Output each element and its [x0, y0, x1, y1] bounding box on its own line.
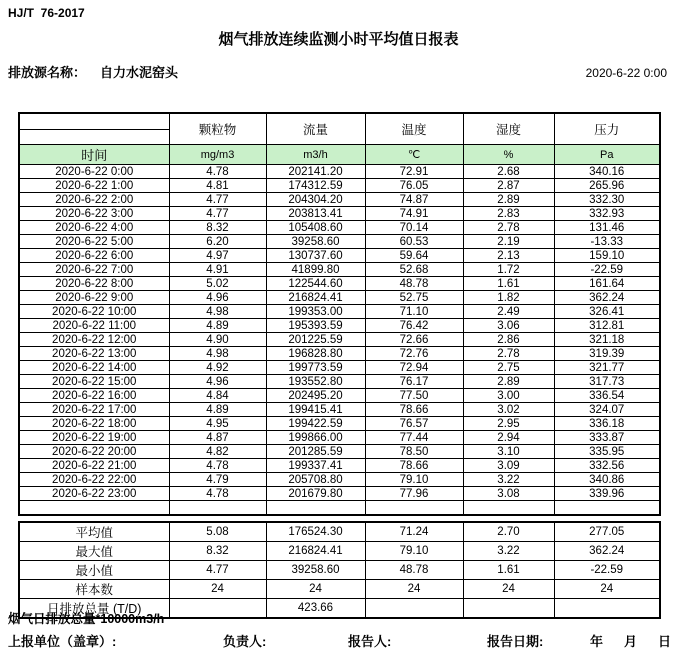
value-cell: 4.79 — [169, 473, 266, 487]
value-cell: 74.87 — [365, 193, 463, 207]
value-cell: 4.96 — [169, 291, 266, 305]
summary-value-cell: 176524.30 — [266, 522, 365, 542]
value-cell: 333.87 — [554, 431, 660, 445]
table-row — [19, 235, 660, 249]
value-cell: 1.72 — [463, 263, 554, 277]
summary-value-cell: 5.08 — [169, 522, 266, 542]
value-cell: 1.82 — [463, 291, 554, 305]
time-cell: 2020-6-22 23:00 — [19, 487, 169, 501]
value-cell: 332.30 — [554, 193, 660, 207]
time-cell: 2020-6-22 15:00 — [19, 375, 169, 389]
column-header-humidity: 湿度 — [463, 113, 554, 145]
day-label: 日 — [658, 634, 672, 649]
value-cell: 3.10 — [463, 445, 554, 459]
value-cell: 39258.60 — [266, 235, 365, 249]
unit-temperature: ℃ — [365, 145, 463, 165]
value-cell: 3.00 — [463, 389, 554, 403]
summary-value-cell: 24 — [169, 580, 266, 599]
header-empty-top-cell — [19, 113, 169, 130]
summary-value-cell — [169, 599, 266, 619]
unit-flow: m3/h — [266, 145, 365, 165]
main-table-body — [19, 165, 660, 516]
value-cell: 199353.00 — [266, 305, 365, 319]
value-cell: 76.57 — [365, 417, 463, 431]
time-cell: 2020-6-22 2:00 — [19, 193, 169, 207]
month-label: 月 — [624, 634, 638, 649]
value-cell: 4.89 — [169, 403, 266, 417]
value-cell: 202141.20 — [266, 165, 365, 179]
column-header-flow: 流量 — [266, 113, 365, 145]
summary-label-cell: 最大值 — [19, 542, 169, 561]
value-cell: 48.78 — [365, 277, 463, 291]
table-row — [19, 403, 660, 417]
value-cell: 71.10 — [365, 305, 463, 319]
value-cell: 4.87 — [169, 431, 266, 445]
empty-cell — [19, 501, 169, 516]
value-cell: 4.77 — [169, 193, 266, 207]
value-cell: 174312.59 — [266, 179, 365, 193]
summary-value-cell: 24 — [463, 580, 554, 599]
time-cell: 2020-6-22 7:00 — [19, 263, 169, 277]
value-cell: 199773.59 — [266, 361, 365, 375]
flow-unit-note: 烟气日排放总量*10000m3/h — [8, 612, 165, 626]
value-cell: 2.13 — [463, 249, 554, 263]
summary-value-cell: 423.66 — [266, 599, 365, 619]
empty-cell — [463, 501, 554, 516]
table-row — [19, 263, 660, 277]
time-cell: 2020-6-22 4:00 — [19, 221, 169, 235]
value-cell: 6.20 — [169, 235, 266, 249]
source-name-value: 自力水泥窑头 — [100, 65, 179, 80]
summary-label-cell: 平均值 — [19, 522, 169, 542]
value-cell: 74.91 — [365, 207, 463, 221]
value-cell: 4.98 — [169, 305, 266, 319]
time-cell: 2020-6-22 1:00 — [19, 179, 169, 193]
summary-value-cell: 24 — [554, 580, 660, 599]
value-cell: 196828.80 — [266, 347, 365, 361]
summary-row — [19, 542, 660, 561]
value-cell: 265.96 — [554, 179, 660, 193]
value-cell: 201679.80 — [266, 487, 365, 501]
table-row — [19, 179, 660, 193]
value-cell: 335.95 — [554, 445, 660, 459]
value-cell: -22.59 — [554, 263, 660, 277]
value-cell: 199415.41 — [266, 403, 365, 417]
summary-value-cell — [463, 599, 554, 619]
table-row — [19, 487, 660, 501]
signature-row — [0, 631, 677, 649]
subheader — [8, 62, 667, 81]
time-cell: 2020-6-22 6:00 — [19, 249, 169, 263]
value-cell: 159.10 — [554, 249, 660, 263]
value-cell: 2.95 — [463, 417, 554, 431]
value-cell: 79.10 — [365, 473, 463, 487]
value-cell: 2.68 — [463, 165, 554, 179]
value-cell: 324.07 — [554, 403, 660, 417]
value-cell: 8.32 — [169, 221, 266, 235]
time-cell: 2020-6-22 3:00 — [19, 207, 169, 221]
summary-label-cell: 最小值 — [19, 561, 169, 580]
time-cell: 2020-6-22 12:00 — [19, 333, 169, 347]
value-cell: 77.50 — [365, 389, 463, 403]
value-cell: 77.96 — [365, 487, 463, 501]
summary-table-body — [19, 522, 660, 618]
value-cell: 76.42 — [365, 319, 463, 333]
value-cell: 59.64 — [365, 249, 463, 263]
value-cell: 4.89 — [169, 319, 266, 333]
value-cell: 1.61 — [463, 277, 554, 291]
value-cell: 205708.80 — [266, 473, 365, 487]
units-row — [19, 145, 660, 165]
emission-source — [8, 62, 178, 81]
summary-value-cell: -22.59 — [554, 561, 660, 580]
value-cell: 202495.20 — [266, 389, 365, 403]
value-cell: 2.19 — [463, 235, 554, 249]
summary-value-cell: 1.61 — [463, 561, 554, 580]
report-tables — [18, 112, 661, 619]
time-cell: 2020-6-22 14:00 — [19, 361, 169, 375]
table-row — [19, 193, 660, 207]
value-cell: 52.68 — [365, 263, 463, 277]
empty-cell — [266, 501, 365, 516]
value-cell: 105408.60 — [266, 221, 365, 235]
summary-value-cell: 2.70 — [463, 522, 554, 542]
report-datetime: 2020-6-22 0:00 — [585, 66, 667, 80]
value-cell: 122544.60 — [266, 277, 365, 291]
table-row — [19, 347, 660, 361]
unit-pressure: Pa — [554, 145, 660, 165]
value-cell: 4.78 — [169, 487, 266, 501]
value-cell: 312.81 — [554, 319, 660, 333]
responsible-person-label: 负责人: — [223, 634, 267, 649]
table-row — [19, 305, 660, 319]
value-cell: 203813.41 — [266, 207, 365, 221]
summary-label-cell: 样本数 — [19, 580, 169, 599]
value-cell: 4.90 — [169, 333, 266, 347]
value-cell: 199337.41 — [266, 459, 365, 473]
value-cell: 4.96 — [169, 375, 266, 389]
summary-value-cell: 3.22 — [463, 542, 554, 561]
summary-row — [19, 580, 660, 599]
value-cell: 2.86 — [463, 333, 554, 347]
table-row — [19, 473, 660, 487]
time-cell: 2020-6-22 17:00 — [19, 403, 169, 417]
value-cell: 317.73 — [554, 375, 660, 389]
value-cell: 332.56 — [554, 459, 660, 473]
empty-cell — [554, 501, 660, 516]
value-cell: 72.66 — [365, 333, 463, 347]
value-cell: 72.91 — [365, 165, 463, 179]
summary-table — [18, 521, 661, 619]
value-cell: 4.81 — [169, 179, 266, 193]
source-name-label: 排放源名称： — [8, 65, 87, 80]
value-cell: 339.96 — [554, 487, 660, 501]
value-cell: 2.78 — [463, 347, 554, 361]
summary-value-cell: 79.10 — [365, 542, 463, 561]
report-title: 烟气排放连续监测小时平均值日报表 — [218, 31, 459, 48]
value-cell: 204304.20 — [266, 193, 365, 207]
value-cell: 2.83 — [463, 207, 554, 221]
summary-label-cell: 日排放总量 (T/D) — [19, 599, 169, 619]
summary-value-cell — [554, 599, 660, 619]
value-cell: 78.66 — [365, 403, 463, 417]
summary-value-cell: 216824.41 — [266, 542, 365, 561]
value-cell: 3.08 — [463, 487, 554, 501]
summary-value-cell: 39258.60 — [266, 561, 365, 580]
summary-value-cell: 4.77 — [169, 561, 266, 580]
value-cell: 2.89 — [463, 375, 554, 389]
main-table — [18, 112, 661, 516]
column-header-pressure: 压力 — [554, 113, 660, 145]
value-cell: 4.78 — [169, 165, 266, 179]
summary-value-cell: 48.78 — [365, 561, 463, 580]
time-cell: 2020-6-22 5:00 — [19, 235, 169, 249]
value-cell: 321.18 — [554, 333, 660, 347]
value-cell: 216824.41 — [266, 291, 365, 305]
table-row — [19, 333, 660, 347]
time-cell: 2020-6-22 16:00 — [19, 389, 169, 403]
table-row — [19, 221, 660, 235]
time-cell: 2020-6-22 19:00 — [19, 431, 169, 445]
reporter-label: 报告人: — [348, 634, 392, 649]
header-row-top — [19, 113, 660, 130]
value-cell: 199422.59 — [266, 417, 365, 431]
value-cell: 332.93 — [554, 207, 660, 221]
table-row — [19, 277, 660, 291]
value-cell: 72.94 — [365, 361, 463, 375]
value-cell: 326.41 — [554, 305, 660, 319]
table-row — [19, 361, 660, 375]
time-cell: 2020-6-22 13:00 — [19, 347, 169, 361]
time-column-header: 时间 — [19, 145, 169, 165]
value-cell: 336.54 — [554, 389, 660, 403]
value-cell: 72.76 — [365, 347, 463, 361]
value-cell: 76.05 — [365, 179, 463, 193]
value-cell: 4.77 — [169, 207, 266, 221]
table-row — [19, 417, 660, 431]
value-cell: 362.24 — [554, 291, 660, 305]
value-cell: 41899.80 — [266, 263, 365, 277]
time-cell: 2020-6-22 20:00 — [19, 445, 169, 459]
table-row — [19, 389, 660, 403]
value-cell: 77.44 — [365, 431, 463, 445]
value-cell: 52.75 — [365, 291, 463, 305]
value-cell: 193552.80 — [266, 375, 365, 389]
value-cell: 131.46 — [554, 221, 660, 235]
value-cell: 60.53 — [365, 235, 463, 249]
summary-value-cell: 24 — [365, 580, 463, 599]
summary-value-cell: 8.32 — [169, 542, 266, 561]
value-cell: 78.66 — [365, 459, 463, 473]
value-cell: 5.02 — [169, 277, 266, 291]
value-cell: 2.75 — [463, 361, 554, 375]
value-cell: 2.78 — [463, 221, 554, 235]
summary-value-cell: 24 — [266, 580, 365, 599]
value-cell: 195393.59 — [266, 319, 365, 333]
table-row — [19, 431, 660, 445]
unit-humidity: % — [463, 145, 554, 165]
time-cell: 2020-6-22 8:00 — [19, 277, 169, 291]
value-cell: 78.50 — [365, 445, 463, 459]
time-cell: 2020-6-22 10:00 — [19, 305, 169, 319]
table-row — [19, 375, 660, 389]
column-header-particulate: 颗粒物 — [169, 113, 266, 145]
value-cell: 4.84 — [169, 389, 266, 403]
value-cell: 336.18 — [554, 417, 660, 431]
time-cell: 2020-6-22 11:00 — [19, 319, 169, 333]
time-cell: 2020-6-22 22:00 — [19, 473, 169, 487]
empty-row — [19, 501, 660, 516]
summary-row — [19, 522, 660, 542]
header-empty-bottom-cell — [19, 130, 169, 145]
value-cell: 319.39 — [554, 347, 660, 361]
table-row — [19, 291, 660, 305]
summary-value-cell: 277.05 — [554, 522, 660, 542]
value-cell: 4.82 — [169, 445, 266, 459]
value-cell: 3.02 — [463, 403, 554, 417]
time-cell: 2020-6-22 18:00 — [19, 417, 169, 431]
value-cell: 340.86 — [554, 473, 660, 487]
time-cell: 2020-6-22 0:00 — [19, 165, 169, 179]
value-cell: 2.89 — [463, 193, 554, 207]
value-cell: 70.14 — [365, 221, 463, 235]
value-cell: 2.49 — [463, 305, 554, 319]
table-row — [19, 459, 660, 473]
value-cell: 161.64 — [554, 277, 660, 291]
value-cell: 3.22 — [463, 473, 554, 487]
summary-value-cell: 71.24 — [365, 522, 463, 542]
reporting-unit-label: 上报单位（盖章）: — [8, 634, 117, 649]
value-cell: 201225.59 — [266, 333, 365, 347]
value-cell: -13.33 — [554, 235, 660, 249]
empty-cell — [365, 501, 463, 516]
value-cell: 4.95 — [169, 417, 266, 431]
value-cell: 201285.59 — [266, 445, 365, 459]
value-cell: 321.77 — [554, 361, 660, 375]
value-cell: 2.94 — [463, 431, 554, 445]
summary-value-cell: 362.24 — [554, 542, 660, 561]
table-row — [19, 319, 660, 333]
summary-value-cell — [365, 599, 463, 619]
table-row — [19, 207, 660, 221]
value-cell: 4.91 — [169, 263, 266, 277]
summary-row — [19, 561, 660, 580]
value-cell: 4.98 — [169, 347, 266, 361]
value-cell: 4.97 — [169, 249, 266, 263]
value-cell: 3.06 — [463, 319, 554, 333]
standard-number: HJ/T 76-2017 — [8, 6, 85, 20]
report-date-label: 报告日期: — [487, 634, 544, 649]
time-cell: 2020-6-22 21:00 — [19, 459, 169, 473]
value-cell: 4.78 — [169, 459, 266, 473]
table-row — [19, 249, 660, 263]
value-cell: 2.87 — [463, 179, 554, 193]
unit-particulate: mg/m3 — [169, 145, 266, 165]
value-cell: 76.17 — [365, 375, 463, 389]
value-cell: 3.09 — [463, 459, 554, 473]
value-cell: 340.16 — [554, 165, 660, 179]
column-header-temperature: 温度 — [365, 113, 463, 145]
table-row — [19, 445, 660, 459]
year-label: 年 — [590, 634, 604, 649]
time-cell: 2020-6-22 9:00 — [19, 291, 169, 305]
value-cell: 4.92 — [169, 361, 266, 375]
value-cell: 199866.00 — [266, 431, 365, 445]
value-cell: 130737.60 — [266, 249, 365, 263]
empty-cell — [169, 501, 266, 516]
table-row — [19, 165, 660, 179]
